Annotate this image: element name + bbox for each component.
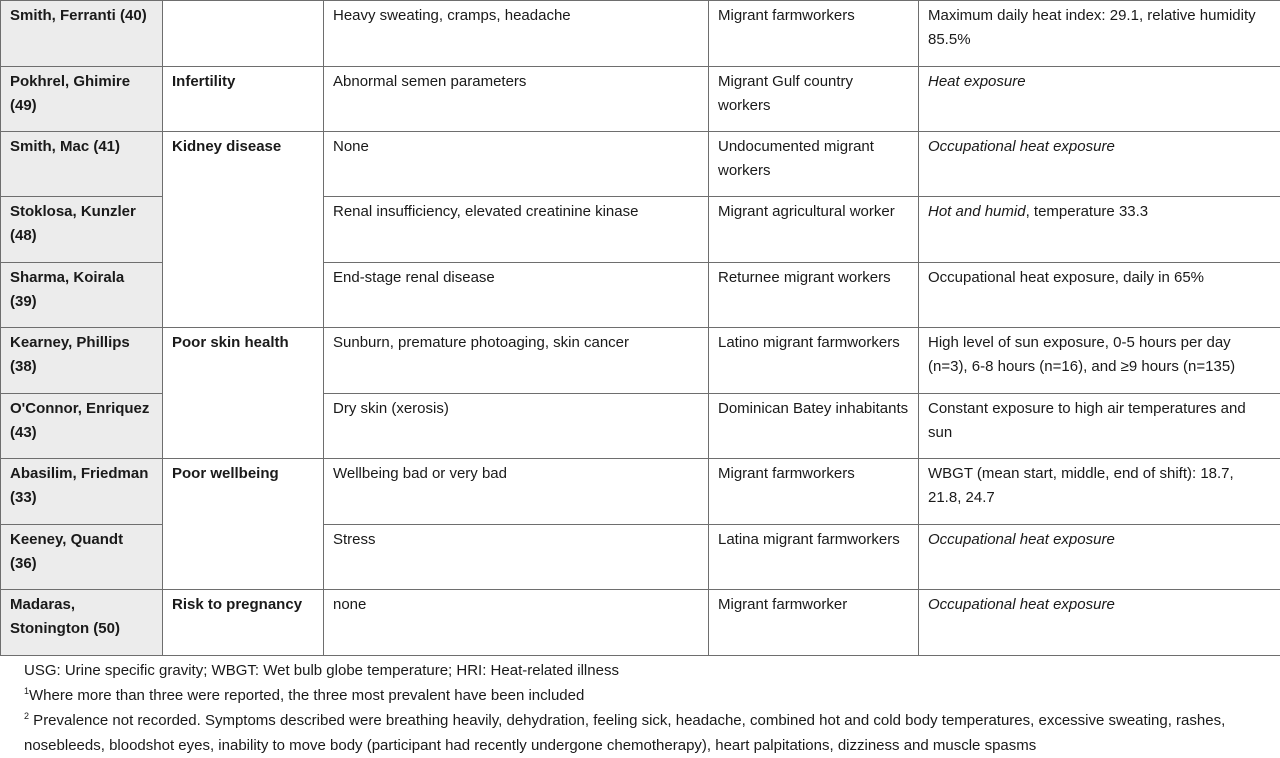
author-cell: Pokhrel, Ghimire (49) [1,67,163,132]
exposure-cell: Occupational heat exposure [919,525,1280,590]
exposure-cell: Occupational heat exposure [919,132,1280,197]
author-cell: Sharma, Koirala (39) [1,263,163,328]
exposure-cell: Occupational heat exposure [919,590,1280,656]
exposure-cell: Maximum daily heat index: 29.1, relative humidity 85.5% [919,1,1280,67]
population-cell: Undocumented migrant workers [709,132,919,197]
exposure-cell: Constant exposure to high air temperatures and sun [919,394,1280,459]
outcome-cell: Infertility [163,67,324,132]
exposure-italic-text: Hot and humid [928,203,1026,220]
exposure-cell: Occupational heat exposure, daily in 65% [919,263,1280,328]
findings-cell: None [324,132,709,197]
population-cell: Returnee migrant workers [709,263,919,328]
abbreviations-note: USG: Urine specific gravity; WBGT: Wet bulb globe temperature; HRI: Heat-related illness [24,658,1280,683]
author-cell: Smith, Mac (41) [1,132,163,197]
findings-cell: Wellbeing bad or very bad [324,459,709,525]
findings-cell: Abnormal semen parameters [324,67,709,132]
population-cell: Dominican Batey inhabitants [709,394,919,459]
findings-cell: none [324,590,709,656]
author-cell: Madaras, Stonington (50) [1,590,163,656]
footnote-1 [24,683,1280,708]
outcome-cell: Risk to pregnancy [163,590,324,656]
population-cell: Latina migrant farmworkers [709,525,919,590]
table-footnotes [0,658,1280,758]
findings-cell: Sunburn, premature photoaging, skin cancer [324,328,709,394]
author-cell: Stoklosa, Kunzler (48) [1,197,163,263]
table-row [1,263,1280,328]
outcome-cell: Poor wellbeing [163,459,324,525]
footnote-text: Where more than three were reported, the three most prevalent have been included [29,687,584,704]
findings-cell: Heavy sweating, cramps, headache [324,1,709,67]
table-row [1,394,1280,459]
table-row [1,328,1280,394]
population-cell: Migrant farmworkers [709,1,919,67]
author-cell: Smith, Ferranti (40) [1,1,163,67]
outcome-cell [163,525,324,590]
population-cell: Migrant farmworkers [709,459,919,525]
table-row [1,459,1280,525]
author-cell: O'Connor, Enriquez (43) [1,394,163,459]
population-cell: Migrant farmworker [709,590,919,656]
exposure-cell: Heat exposure [919,67,1280,132]
population-cell: Latino migrant farmworkers [709,328,919,394]
outcome-cell [163,197,324,263]
findings-cell: End-stage renal disease [324,263,709,328]
population-cell: Migrant Gulf country workers [709,67,919,132]
footnote-marker: 2 [24,711,29,721]
exposure-cell [919,197,1280,263]
findings-cell: Renal insufficiency, elevated creatinine kinase [324,197,709,263]
exposure-cell: High level of sun exposure, 0-5 hours per day (n=3), 6-8 hours (n=16), and ≥9 hours (n=135) [919,328,1280,394]
footnote-marker: 1 [24,686,29,696]
table-row [1,67,1280,132]
exposure-cell: WBGT (mean start, middle, end of shift): 18.7, 21.8, 24.7 [919,459,1280,525]
author-cell: Abasilim, Friedman (33) [1,459,163,525]
outcome-cell [163,394,324,459]
exposure-text: , temperature 33.3 [1026,203,1149,220]
table-row [1,525,1280,590]
findings-cell: Stress [324,525,709,590]
population-cell: Migrant agricultural worker [709,197,919,263]
findings-cell: Dry skin (xerosis) [324,394,709,459]
author-cell: Keeney, Quandt (36) [1,525,163,590]
outcome-cell [163,263,324,328]
outcome-cell: Kidney disease [163,132,324,197]
outcome-cell [163,1,324,67]
author-cell: Kearney, Phillips (38) [1,328,163,394]
table-row [1,590,1280,656]
table-row [1,197,1280,263]
outcome-cell: Poor skin health [163,328,324,394]
table-row [1,132,1280,197]
table-row [1,1,1280,67]
footnote-text: Prevalence not recorded. Symptoms described were breathing heavily, dehydration, feeling sick, headache, combined hot and cold body temperatures, excessive sweating, rashes, nosebleeds, bloodshot eyes, inability to move body (participant had recently undergone chemotherapy), heart palpitations, dizziness and muscle spasms [24,712,1225,754]
